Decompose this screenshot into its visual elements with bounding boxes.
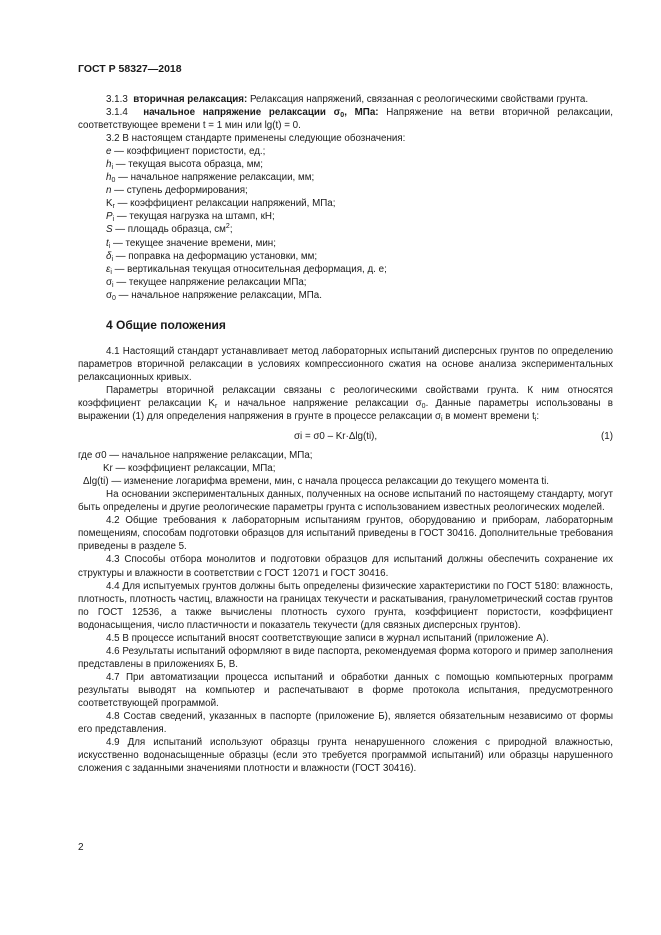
formula-number: (1) bbox=[601, 431, 613, 443]
clause-4-9: 4.9 Для испытаний используют образцы грунта ненарушенного сложения с природной влажностью, искусственно водонасыщенные образцы (если это требуется программой испытаний) или образцы нарушенного сложения с заданными значениями плотности и влажности (ГОСТ 30416). bbox=[78, 737, 613, 775]
formula-expression: σi = σ0 – Kr·Δlg(ti), bbox=[294, 431, 378, 443]
symbol-item: $K_r$ — коэффициент релаксации напряжений, МПа; bbox=[106, 198, 336, 211]
clause-number: 3.1.4 bbox=[106, 107, 128, 119]
symbol-item: $\sigma_i$ — текущее напряжение релаксации МПа; bbox=[106, 276, 307, 289]
clause-4-4: 4.4 Для испытуемых грунтов должны быть определены физические характеристики по ГОСТ 5180: влажность, плотность, плотность частиц, влажности на границах текучести и раскатывания, гранулометрический состав грунтов по ГОСТ 12536, а также вычислены плотность сухого грунта, коэффициент пористости, коэффициент водонасыщения, число пластичности и показатель текучести (для связных дисперсных грунтов). bbox=[78, 580, 613, 631]
symbol-item: $\varepsilon_i$ — вертикальная текущая относительная деформация, д. е; bbox=[106, 263, 387, 276]
clause-3-2: 3.2 В настоящем стандарте применены следующие обозначения: bbox=[106, 133, 406, 145]
clause-3-1-3 bbox=[78, 93, 613, 106]
clause-4-2: 4.2 Общие требования к лабораторным испытаниям грунтов, оборудованию и приборам, лабораторным помещениям, способам подготовки образцов для испытаний приведены в ГОСТ 30416. Дополнительные требования приведены в разделе 5. bbox=[78, 515, 613, 553]
clause-3-1-4 bbox=[78, 106, 613, 132]
term: начальное напряжение релаксации $\sigma_0$, МПа: bbox=[143, 107, 379, 120]
definition: Напряжение на ветви вторичной релаксации, соответствующее времени t = 1 мин или lg(t) = 0. bbox=[78, 107, 613, 132]
symbol-item: $t_i$ — текущее значение времени, мин; bbox=[106, 237, 276, 250]
symbol-item: n — ступень деформирования; bbox=[106, 185, 248, 197]
clause-4-8: 4.8 Состав сведений, указанных в паспорте (приложение Б), является обязательным независимо от формы его представления. bbox=[78, 711, 613, 736]
page-number: 2 bbox=[78, 842, 84, 853]
symbol-item: $h_i$ — текущая высота образца, мм; bbox=[106, 159, 263, 172]
clause-4-1: 4.1 Настоящий стандарт устанавливает метод лабораторных испытаний дисперсных грунтов по определению параметров вторичной релаксации в условиях компрессионного сжатия на основе анализа экспериментальных релаксационных кривых. bbox=[78, 345, 613, 383]
clause-number: 3.1.3 bbox=[106, 94, 128, 105]
definition: Релаксация напряжений, связанная с реологическими свойствами грунта. bbox=[249, 94, 589, 105]
where-line: где σ0 — начальное напряжение релаксации, МПа; bbox=[78, 450, 313, 462]
symbol-item: $P_i$ — текущая нагрузка на штамп, кН; bbox=[106, 211, 275, 224]
symbols-list bbox=[78, 145, 613, 302]
symbol-item: $h_0$ — начальное напряжение релаксации, мм; bbox=[106, 172, 315, 185]
clause-4-1-models: На основании экспериментальных данных, полученных на основе испытаний по настоящему стандарту, могут быть определены и другие реологические параметры грунта с использованием известных реологических моделей. bbox=[78, 489, 613, 514]
where-line: Δlg(ti) — изменение логарифма времени, мин, с начала процесса релаксации до текущего момента ti. bbox=[83, 476, 549, 488]
symbol-item: $\sigma_0$ — начальное напряжение релаксации, МПа. bbox=[106, 289, 322, 302]
formula-1 bbox=[78, 430, 613, 443]
symbol-item: $\delta_i$ — поправка на деформацию установки, мм; bbox=[106, 250, 318, 263]
section-4-title: 4 Общие положения bbox=[106, 317, 226, 332]
symbol-item: S — площадь образца, $см^2$; bbox=[106, 223, 233, 236]
clause-4-6: 4.6 Результаты испытаний оформляют в виде паспорта, рекомендуемая форма которого и пример заполнения представлены в приложениях Б, В. bbox=[78, 645, 613, 670]
clause-4-5: 4.5 В процессе испытаний вносят соответствующие записи в журнал испытаний (приложение А). bbox=[106, 632, 549, 644]
symbol-item: e — коэффициент пористости, ед.; bbox=[106, 146, 266, 158]
clause-4-1-params: Параметры вторичной релаксации связаны с реологическими свойствами грунта. К ним относятся коэффициент релаксации $K_r$ и начальное напряжение релаксации $\sigma_0$. Данные параметры использованы в выражении (1) для определения напряжения в грунте в процессе релаксации $\sigma_i$ в момент времени $t_i$: bbox=[78, 384, 613, 424]
term: вторичная релаксация: bbox=[133, 94, 248, 105]
clause-4-3: 4.3 Способы отбора монолитов и подготовки образцов для испытаний должны обеспечить сохранение их структуры и влажности в соответствии с ГОСТ 12071 и ГОСТ 30416. bbox=[78, 554, 613, 579]
page-body bbox=[78, 93, 613, 775]
where-line: Kr — коэффициент релаксации, МПа; bbox=[103, 463, 276, 475]
clause-4-7: 4.7 При автоматизации процесса испытаний и обработки данных с помощью компьютерных программ результаты выводят на компьютер и распечатывают в форме протокола испытания, предусмотренного соответствующей программой. bbox=[78, 671, 613, 709]
document-header: ГОСТ Р 58327—2018 bbox=[78, 63, 182, 75]
